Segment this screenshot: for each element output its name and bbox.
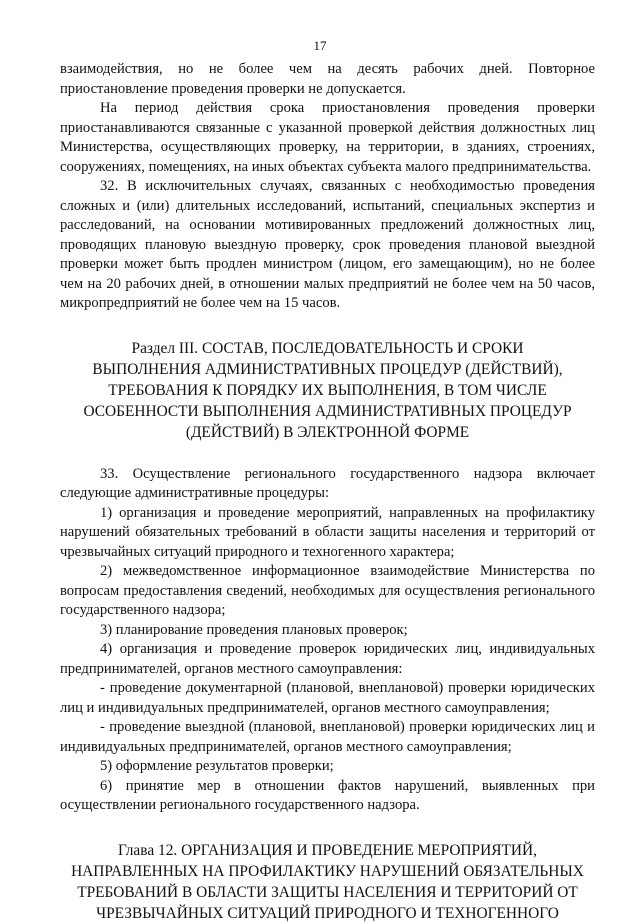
heading-line: ОСОБЕННОСТИ ВЫПОЛНЕНИЯ АДМИНИСТРАТИВНЫХ ПРОЦЕДУР xyxy=(83,402,572,420)
list-item: 3) планирование проведения плановых проверок; xyxy=(100,621,408,638)
heading-line: НАПРАВЛЕННЫХ НА ПРОФИЛАКТИКУ НАРУШЕНИЙ ОБЯЗАТЕЛЬНЫХ xyxy=(71,862,584,880)
paragraphs-mid xyxy=(60,465,595,816)
list-item: 6) принятие мер в отношении фактов нарушений, выявленных при осуществлении регионального государственного надзора. xyxy=(60,777,595,813)
paragraphs-top xyxy=(60,60,595,314)
heading-line: ВЫПОЛНЕНИЯ АДМИНИСТРАТИВНЫХ ПРОЦЕДУР (ДЕЙСТВИЙ), xyxy=(92,360,563,378)
paragraph: взаимодействия, но не более чем на десять рабочих дней. Повторное приостановление проведения проверки не допускается. xyxy=(60,61,595,97)
sub-list-item: - проведение выездной (плановой, внеплановой) проверки юридических лиц и индивидуальных предпринимателей, органов местного самоуправления; xyxy=(60,719,595,755)
section-heading xyxy=(60,338,595,443)
paragraph: На период действия срока приостановления проведения проверки приостанавливаются связанные с указанной проверкой действия должностных лиц Министерства, осуществляющих проверку, на территории, в зданиях, строениях, сооружениях, помещениях, на иных объектах субъекта малого предпринимательства. xyxy=(60,100,595,175)
list-item: 2) межведомственное информационное взаимодействие Министерства по вопросам предоставления сведений, необходимых для осуществления регионального государственного надзора; xyxy=(60,563,595,618)
list-item: 5) оформление результатов проверки; xyxy=(100,758,334,774)
paragraph: 33. Осуществление регионального государственного надзора включает следующие административные процедуры: xyxy=(60,465,595,501)
heading-line: ЧРЕЗВЫЧАЙНЫХ СИТУАЦИЙ ПРИРОДНОГО И ТЕХНОГЕННОГО xyxy=(96,904,559,922)
sub-list-item: - проведение документарной (плановой, внеплановой) проверки юридических лиц и индивидуальных предпринимателей, органов местного самоуправления; xyxy=(60,680,595,716)
heading-line: Раздел III. СОСТАВ, ПОСЛЕДОВАТЕЛЬНОСТЬ И СРОКИ xyxy=(131,339,524,357)
heading-line: ТРЕБОВАНИЯ К ПОРЯДКУ ИХ ВЫПОЛНЕНИЯ, В ТОМ ЧИСЛЕ xyxy=(108,381,547,399)
heading-line: ТРЕБОВАНИЙ В ОБЛАСТИ ЗАЩИТЫ НАСЕЛЕНИЯ И ТЕРРИТОРИЙ ОТ xyxy=(77,883,578,901)
paragraph: 32. В исключительных случаях, связанных с необходимостью проведения сложных и (или) длительных исследований, испытаний, специальных экспертиз и расследований, на основании мотивированных предложений должностных лиц, проводящих плановую выездную проверку, срок проведения плановой выездной проверки может быть продлен министром (лицом, его замещающим), но не более чем на 20 рабочих дней, в отношении малых предприятий не более чем на 50 часов, микропредприятий не более чем на 15 часов. xyxy=(60,178,595,311)
list-item: 1) организация и проведение мероприятий, направленных на профилактику нарушений обязательных требований в области защиты населения и территорий от чрезвычайных ситуаций природного и техногенного характера; xyxy=(60,504,595,560)
list-item: 4) организация и проведение проверок юридических лиц, индивидуальных предпринимателей, органов местного самоуправления: xyxy=(60,641,595,677)
page-number: 17 xyxy=(313,38,327,53)
document-body xyxy=(60,60,595,924)
heading-line: Глава 12. ОРГАНИЗАЦИЯ И ПРОВЕДЕНИЕ МЕРОПРИЯТИЙ, xyxy=(118,841,537,859)
heading-line: (ДЕЙСТВИЙ) В ЭЛЕКТРОННОЙ ФОРМЕ xyxy=(185,423,470,441)
chapter-heading xyxy=(60,840,595,924)
